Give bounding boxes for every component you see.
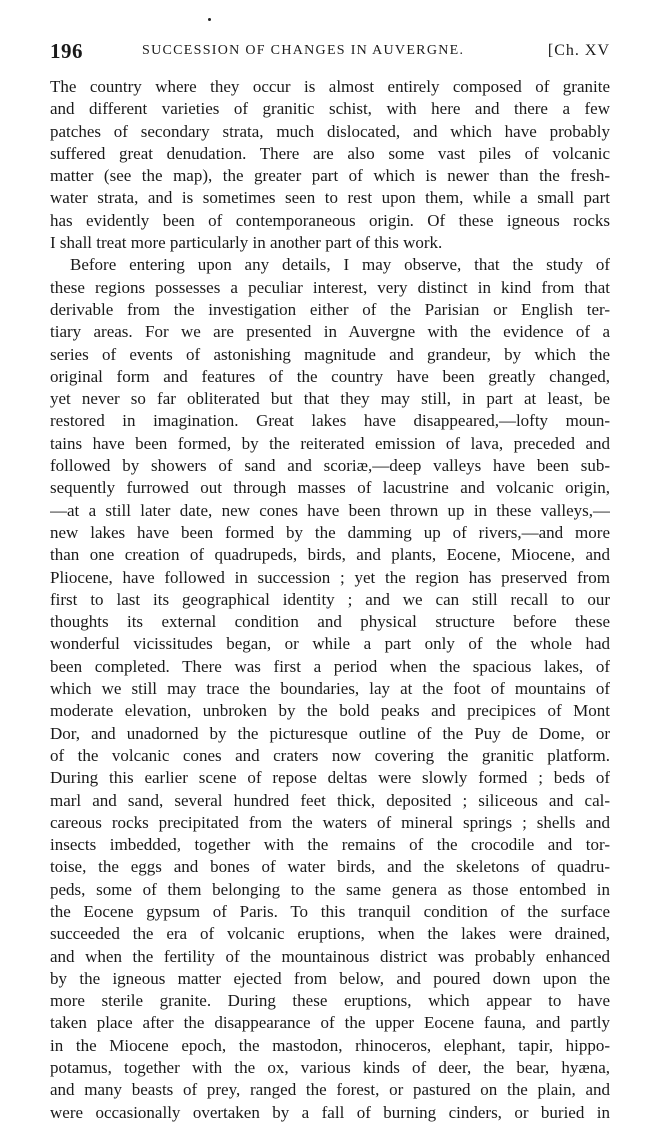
text-line: original form and features of the country have been greatly changed, (50, 366, 610, 386)
text-line: yet never so far obliterated but that they may still, in part at least, be (50, 389, 610, 409)
text-line: During this earlier scene of repose deltas were slowly formed ; beds of (50, 768, 610, 788)
text-line: these regions possesses a peculiar interest, very distinct in kind from that (50, 277, 610, 297)
text-line: and many beasts of prey, ranged the forest, or pastured on the plain, and (50, 1080, 610, 1100)
text-line: thoughts its external condition and physical structure before these (50, 612, 610, 632)
text-line: succeeded the era of volcanic eruptions, when the lakes were drained, (50, 924, 610, 944)
text-line: matter (see the map), the greater part of which is newer than the fresh- (50, 166, 610, 186)
body-text (50, 76, 610, 1124)
text-line: Pliocene, have followed in succession ; yet the region has preserved from (50, 567, 610, 587)
text-line: which we still may trace the boundaries, lay at the foot of mountains of (50, 679, 610, 699)
text-line: has evidently been of contemporaneous origin. Of these igneous rocks (50, 210, 610, 230)
ink-speck (208, 18, 211, 21)
text-line: careous rocks precipitated from the waters of mineral springs ; shells and (50, 812, 610, 832)
paragraph-1 (50, 76, 610, 254)
text-line: I shall treat more particularly in another part of this work. (50, 233, 443, 253)
text-line: derivable from the investigation either of the Parisian or English ter- (50, 299, 610, 319)
text-line: tains have been formed, by the reiterated emission of lava, preceded and (50, 433, 610, 453)
text-line: by the igneous matter ejected from below, and poured down upon the (50, 968, 610, 988)
chapter-reference: [Ch. XV (547, 42, 610, 59)
text-line: water strata, and is sometimes seen to rest upon them, while a small part (50, 188, 610, 208)
text-line: potamus, together with the ox, various kinds of deer, the bear, hyæna, (50, 1058, 610, 1078)
text-line: and when the fertility of the mountainous district was probably enhanced (50, 946, 610, 966)
text-line: than one creation of quadrupeds, birds, and plants, Eocene, Miocene, and (50, 545, 610, 565)
running-title: SUCCESSION OF CHANGES IN AUVERGNE. (142, 43, 465, 58)
text-line: first to last its geographical identity ; and we can still recall to our (50, 589, 610, 609)
text-line: toise, the eggs and bones of water birds, and the skeletons of quadru- (50, 857, 610, 877)
text-line: followed by showers of sand and scoriæ,—deep valleys have been sub- (50, 456, 610, 476)
text-line: peds, some of them belonging to the same genera as those entombed in (50, 879, 610, 899)
text-line: restored in imagination. Great lakes have disappeared,—lofty moun- (50, 411, 610, 431)
text-line: Before entering upon any details, I may observe, that the study of (70, 255, 610, 275)
text-line: insects imbedded, together with the remains of the crocodile and tor- (50, 835, 610, 855)
text-line: of the volcanic cones and craters now covering the granitic platform. (50, 745, 610, 765)
text-line: suffered great denudation. There are also some vast piles of volcanic (50, 143, 610, 163)
text-line: the Eocene gypsum of Paris. To this tranquil condition of the surface (50, 901, 610, 921)
text-line: patches of secondary strata, much dislocated, and which have probably (50, 121, 610, 141)
text-line: —at a still later date, new cones have been thrown up in these valleys,— (50, 500, 610, 520)
paragraph-2 (50, 254, 610, 1124)
text-line: were occasionally overtaken by a fall of burning cinders, or buried in (50, 1102, 610, 1122)
text-line: in the Miocene epoch, the mastodon, rhinoceros, elephant, tapir, hippo- (50, 1035, 610, 1055)
text-line: sequently furrowed out through masses of lacustrine and volcanic origin, (50, 478, 610, 498)
text-line: new lakes have been formed by the damming up of rivers,—and more (50, 522, 610, 542)
text-line: series of events of astonishing magnitude and grandeur, by which the (50, 344, 610, 364)
running-header (50, 36, 610, 66)
text-line: moderate elevation, unbroken by the bold peaks and precipices of Mont (50, 701, 610, 721)
text-line: more sterile granite. During these eruptions, which appear to have (50, 991, 610, 1011)
text-line: marl and sand, several hundred feet thick, deposited ; siliceous and cal- (50, 790, 610, 810)
text-line: Dor, and unadorned by the picturesque outline of the Puy de Dome, or (50, 723, 610, 743)
text-line: and different varieties of granitic schist, with here and there a few (50, 99, 610, 119)
text-line: The country where they occur is almost entirely composed of granite (50, 77, 610, 96)
text-line: tiary areas. For we are presented in Auvergne with the evidence of a (50, 322, 610, 342)
text-line: been completed. There was first a period when the spacious lakes, of (50, 656, 610, 676)
page-number: 196 (50, 39, 83, 63)
text-line: taken place after the disappearance of the upper Eocene fauna, and partly (50, 1013, 610, 1033)
text-line: wonderful vicissitudes began, or while a part only of the whole had (50, 634, 610, 654)
